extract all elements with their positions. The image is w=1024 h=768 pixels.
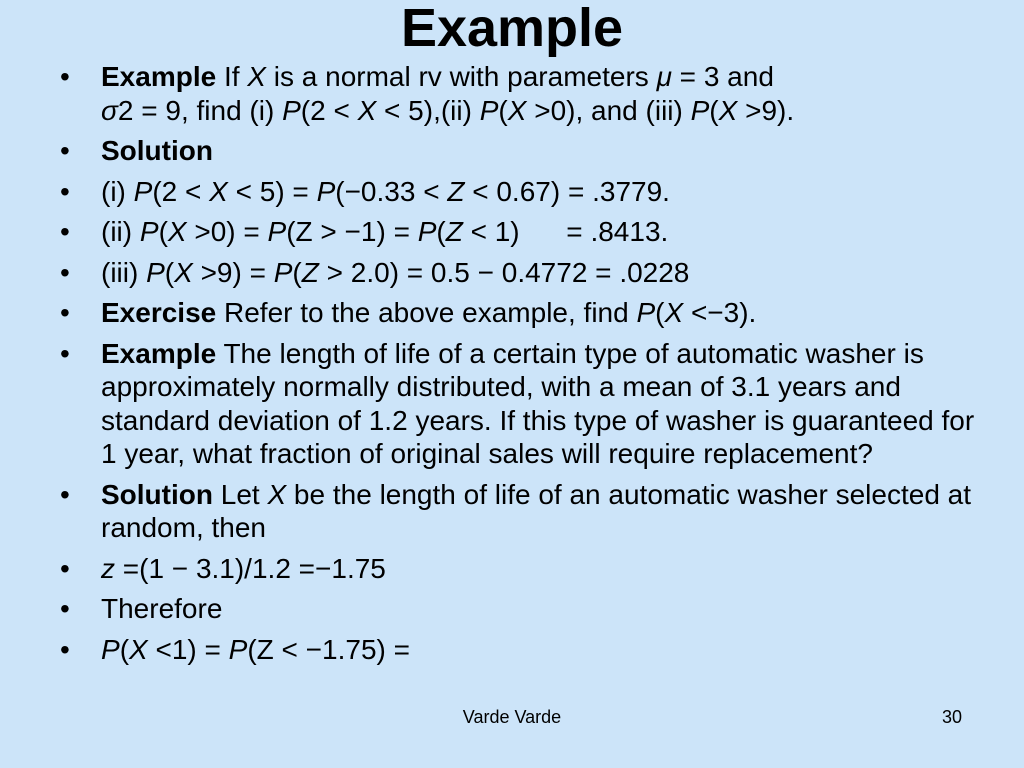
bullet-lead: Solution bbox=[101, 135, 213, 166]
bullet-lead: Exercise bbox=[101, 297, 217, 328]
text-run: Refer to the above example, find bbox=[216, 297, 637, 328]
text-run: be the length of life of an automatic washer selected at random, then bbox=[101, 478, 972, 543]
text-run: =(1 − 3.1)/1.2 =−1.75 bbox=[115, 552, 386, 584]
bullet-dot: • bbox=[60, 175, 70, 207]
text-run: <1) = bbox=[147, 633, 229, 665]
bullet-dot: • bbox=[60, 593, 70, 624]
text-run: Let bbox=[212, 478, 268, 510]
text-run: < 1) = .8413. bbox=[462, 216, 669, 247]
math-var: X bbox=[267, 478, 287, 510]
bullet-dot: • bbox=[60, 552, 70, 584]
math-var: X bbox=[718, 94, 738, 126]
text-run: If bbox=[216, 61, 248, 92]
bullet-dot: • bbox=[60, 216, 70, 247]
text-run: ( bbox=[119, 633, 130, 665]
bullet-solution-iii bbox=[56, 256, 976, 290]
text-run: ( bbox=[436, 216, 446, 247]
bullet-example-1 bbox=[56, 60, 976, 127]
text-run: ( bbox=[164, 256, 175, 288]
math-var: μ bbox=[656, 61, 672, 92]
math-var: X bbox=[174, 256, 193, 288]
bullet-lead: Example bbox=[101, 61, 217, 92]
math-var: P bbox=[228, 633, 248, 665]
bullet-solution-i bbox=[56, 175, 976, 209]
bullet-dot: • bbox=[60, 337, 70, 369]
math-var: P bbox=[267, 216, 287, 247]
math-var: Z bbox=[301, 256, 319, 288]
text-run: < 0.67) = .3779. bbox=[464, 175, 670, 207]
text-run: >0), and (iii) bbox=[526, 94, 691, 126]
text-run: >9). bbox=[737, 94, 795, 126]
text-run: >9) = bbox=[192, 256, 274, 288]
footer-author: Varde Varde bbox=[462, 707, 562, 727]
text-run: > 2.0) = 0.5 − 0.4772 = .0228 bbox=[318, 256, 690, 288]
bullet-dot: • bbox=[60, 478, 70, 510]
math-var: σ bbox=[101, 94, 118, 126]
text-run: (Z > −1) = bbox=[286, 216, 418, 247]
math-var: X bbox=[167, 216, 187, 247]
text-run: (i) bbox=[101, 175, 134, 207]
slide-title: Example bbox=[400, 0, 624, 58]
bullet-solution-ii bbox=[56, 215, 976, 249]
math-var: X bbox=[209, 175, 228, 207]
text-run: Therefore bbox=[101, 593, 223, 624]
text-run: (2 < bbox=[152, 175, 210, 207]
math-var: X bbox=[247, 61, 266, 92]
text-run: is a normal rv with parameters bbox=[265, 61, 657, 92]
math-var: X bbox=[664, 297, 684, 328]
text-run: (2 < bbox=[300, 94, 358, 126]
bullet-final bbox=[56, 633, 976, 667]
text-run: <−3). bbox=[683, 297, 757, 328]
bullet-solution-2 bbox=[56, 478, 976, 545]
math-var: P bbox=[636, 297, 656, 328]
math-var: P bbox=[146, 256, 165, 288]
math-var: P bbox=[690, 94, 710, 126]
math-var: P bbox=[139, 216, 159, 247]
math-var: P bbox=[417, 216, 437, 247]
text-run: < 5) = bbox=[227, 175, 317, 207]
math-var: z bbox=[101, 552, 115, 584]
math-var: X bbox=[357, 94, 377, 126]
bullet-solution-1 bbox=[56, 134, 976, 168]
text-run: >0) = bbox=[186, 216, 268, 247]
bullet-lead: Solution bbox=[101, 478, 213, 510]
bullet-dot: • bbox=[60, 256, 70, 288]
text-run: The length of life of a certain type of automatic washer is approximately normally distributed, with a mean of 3.1 years and standard deviation of 1.2 years. If this type of washer is guaranteed for 1 year, what fraction of original sales will require replacement? bbox=[101, 337, 975, 469]
text-run: < 5),(ii) bbox=[376, 94, 480, 126]
bullet-z-value bbox=[56, 552, 976, 586]
text-run: (Z < −1.75) = bbox=[247, 633, 410, 665]
bullet-example-2 bbox=[56, 337, 976, 471]
math-var: P bbox=[282, 94, 301, 126]
math-var: Z bbox=[445, 216, 463, 247]
text-run: ( bbox=[498, 94, 508, 126]
bullet-exercise bbox=[56, 296, 976, 330]
bullet-dot: • bbox=[60, 135, 70, 166]
bullet-lead: Example bbox=[101, 337, 217, 369]
math-var: Z bbox=[447, 175, 465, 207]
bullet-therefore bbox=[56, 592, 976, 626]
bullet-dot: • bbox=[60, 61, 70, 92]
math-var: X bbox=[129, 633, 148, 665]
bullet-dot: • bbox=[60, 633, 70, 665]
math-var: P bbox=[316, 175, 336, 207]
text-run: (−0.33 < bbox=[335, 175, 448, 207]
text-run: (iii) bbox=[101, 256, 147, 288]
math-var: P bbox=[479, 94, 499, 126]
math-var: P bbox=[101, 633, 120, 665]
math-var: X bbox=[507, 94, 527, 126]
text-run: ( bbox=[709, 94, 719, 126]
text-run: ( bbox=[158, 216, 168, 247]
math-var: P bbox=[133, 175, 153, 207]
text-run: (ii) bbox=[101, 216, 140, 247]
page-number: 30 bbox=[941, 707, 962, 727]
bullet-list bbox=[56, 60, 976, 673]
bullet-dot: • bbox=[60, 297, 70, 328]
text-run: ( bbox=[655, 297, 665, 328]
text-run: = 3 and bbox=[671, 61, 774, 92]
text-run: ( bbox=[292, 256, 302, 288]
text-run: 2 = 9, find (i) bbox=[117, 94, 283, 126]
math-var: P bbox=[273, 256, 293, 288]
